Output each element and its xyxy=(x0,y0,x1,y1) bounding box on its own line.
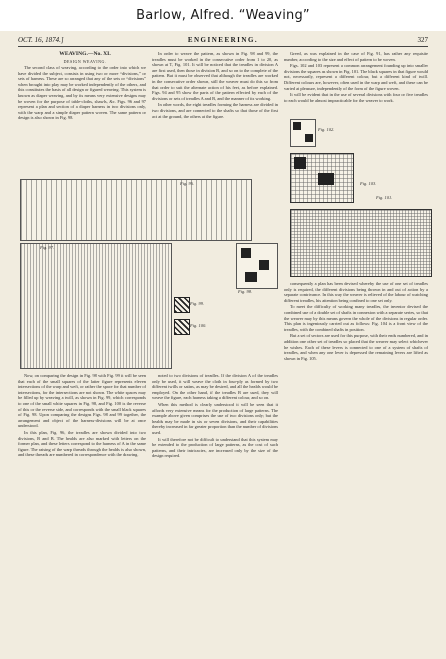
fig-101-label: Fig. 101. xyxy=(376,195,393,200)
document-banner xyxy=(0,0,446,31)
col2-para-1: In order to weave the pattern, as shown in Fig. 98 and 99, the treadles must be worked in the consecutive order from 1 to 20, as shown at T, Fig. 101. It will be noticed that the treadles in division A are first used, then those in division B, and so on to the complete of the pattern. But it must be observed that although the treadles are worked in the consecutive order shown, still the weaver must do this so from that order to suit the alternate action of his feet, as before explained. Figs. 94 and 95 show the parts of the pattern effected by each of the divisions or sets of treadles A and B, and the manner of its working. xyxy=(152,51,278,101)
col2-para-2: In other words, the eight treadles forming the harness are divided in two divisions, and are connected to the shafts so that those of the first act at the ground, the others at the figure. xyxy=(152,102,278,119)
fig-103-block-2 xyxy=(318,173,334,185)
bottom-column-2 xyxy=(152,373,278,655)
page-number: 327 xyxy=(417,36,428,44)
bottom-column-1 xyxy=(18,373,146,655)
bottom-col2-para-1: noted to two divisions of treadles. If the division A of the treadles only be used, it will weave the cloth in four-ply as formed by two different twills or satins, as may be desired, and all the healds would be employed. On the other hand, if the treadles B are used, they will weave the figure, each harness taking a different colour, and so on. xyxy=(152,373,278,401)
article-column-1 xyxy=(18,51,146,173)
col3-para-2: Figs. 102 and 103 represent a common arrangement founding up into smaller divisions the squares as shown in Fig. 101. The black squares in that figure would not, necessarily, represent a different colour, but a different kind of twill. Different colours are, however, often used in the warp and weft, and these can be varied at pleasure, independently of the form of the figure woven. xyxy=(284,63,428,91)
fig-99-twill-pattern xyxy=(174,297,190,313)
bottom-col3-para-3: But a set of sectors are used for this purpose, with their ends numbered, and in addition one other set of treadles so placed that the weaver may select whichever he wishes. Each of these levers is connected to one of a system of shafts of treadles, and when any one lever is depressed the remaining levers are lifted as shown in Fig. 105. xyxy=(284,333,428,361)
issue-date: OCT. 16, 1874.] xyxy=(18,36,64,44)
bottom-col2-para-2: When this method is clearly understood it will be seen that it affords very extensive means for the production of large patterns. The example above given comprises the use of two divisions only; but the healds may be made in six or seven divisions, and their capabilities thereby increased in far greater proportion than the number of divisions used. xyxy=(152,401,278,435)
article-heading: WEAVING.—No. XI. xyxy=(59,51,111,57)
journal-page xyxy=(0,31,446,659)
col1-para-1: The second class of weaving, according to the order into which we have divided the subject, consists in using two or more “divisions,” or sets of harness. These are so arranged that any of the sets or “divisions” when brought into play may be worked independently of the others, and this constitutes the basis of all design or figured weaving. This system is known as diaper weaving, and by its means very extensive designs may be woven for the purpose of table-cloths, shawls, &c. Figs. 96 and 97 represent a plan and section of a diaper harness in two divisions only, with the warp and a simple diaper pattern woven. The same pattern or design is also shown in Fig. 98. xyxy=(18,65,146,121)
fig-98-diaper-design xyxy=(236,243,278,289)
fig-97-loom-section xyxy=(20,243,172,369)
document-title: Barlow, Alfred. “Weaving” xyxy=(136,8,310,23)
fig-98-label: Fig. 98. xyxy=(238,289,253,294)
col3-para-1: Greed, as was explained in the case of Fig. 91, has rather any requisite number, according to the size and effect of pattern to be woven. xyxy=(284,51,428,62)
header-rule xyxy=(18,46,428,47)
fig-99-label: Fig. 99. xyxy=(190,301,205,306)
bottom-col1-para-2: In this plan, Fig. 96, the treadles are shown divided into two divisions, B and B. The healds are also marked with letters on the former plan, and these letters correspond to the harness of A in the same figure. The raising of the warp threads through the healds is also shown, and these threads are numbered in correspondence with the drawing. xyxy=(18,429,146,458)
fig-103-block-1 xyxy=(294,157,306,169)
fig-100-label: Fig. 100. xyxy=(190,323,207,328)
fig-102-label: Fig. 102. xyxy=(318,127,335,132)
fig-97-label: Fig. 97. xyxy=(40,245,55,250)
fig-96-label: Fig. 96. xyxy=(180,181,195,186)
bottom-col3-para-1: consequently a plan has been devised whereby the use of one set of treadles only is required, the different divisions being thrown in and out of action by a separate contrivance. In this way the weaver is relieved of the labour of watching different treadles, his attention being confined to one set only. xyxy=(284,281,428,303)
col3-para-3: It will be evident that in the use of several divisions with four or five treadles to each would be almost impracticable for the weaver to work. xyxy=(284,92,428,103)
bottom-column-3 xyxy=(284,281,428,655)
fig-101-ruled-grid xyxy=(290,209,432,277)
fig-103-label: Fig. 103. xyxy=(360,181,377,186)
bottom-col1-para-1: Now, on comparing the design in Fig. 98 with Fig. 99 it will be seen that each of the small squares of the latter figure represents eleven intersections of the warp and weft, or rather the space for that number of intersections, for the intersections are not shown. The white spaces may be filled up by weaving a twill, as shown in Fig. 99, which corresponds to one of the small white squares in Fig. 98, and Fig. 100 is the reverse of this or the reverse side, and corresponds with the small black squares of Fig. 98. Upon comparing the designs Figs. 98 and 99 together, the arrangement and object of the harness-divisions will be at once understood. xyxy=(18,373,146,429)
fig-100-twill-pattern xyxy=(174,319,190,335)
fig-96-loom-plan xyxy=(20,179,252,241)
article-column-2 xyxy=(152,51,278,119)
article-subheading: DESIGN WEAVING. xyxy=(63,59,107,64)
fig-102-block-pattern xyxy=(290,119,316,147)
bottom-col3-para-2: To meet the difficulty of working many treadles, the inventor devised the combined use of a double set of shafts in connexion with a separate series, so that the weaver may by this means govern the whole of the divisions in regular order. This plan is ingeniously carried out as follows: Fig. 104 is a front view of the treadles, with the combined shafts in position. xyxy=(284,304,428,332)
article-column-3 xyxy=(284,51,428,113)
bottom-col2-para-3: It will therefore not be difficult to understand that this system may be extended to the production of large patterns, as the cost of such patterns, and their intricacies, are increased only by the size of the design required. xyxy=(152,436,278,459)
journal-name: ENGINEERING. xyxy=(187,36,259,44)
